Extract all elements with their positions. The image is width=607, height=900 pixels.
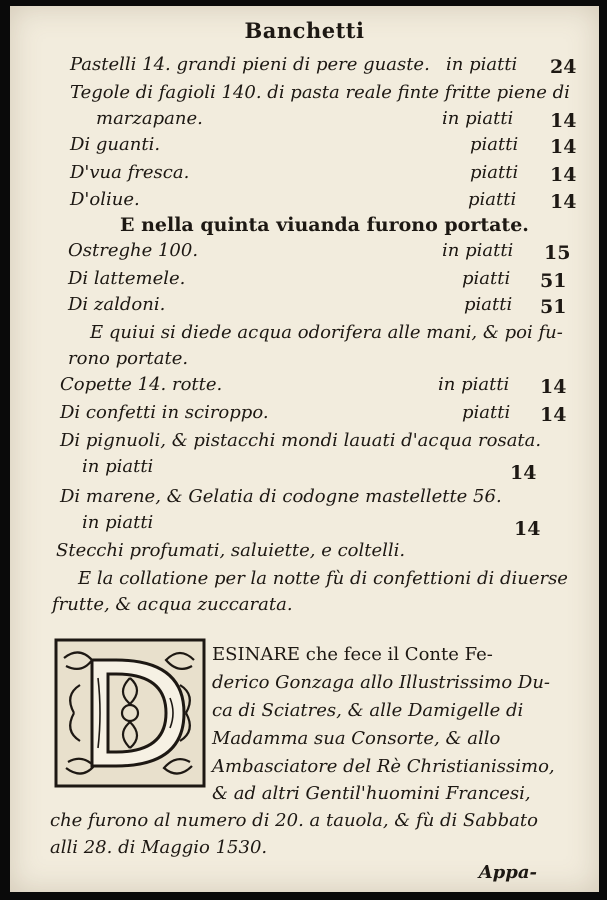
menu-entry: D'vua fresca. xyxy=(70,162,190,183)
text-line: ca di Sciatres, & alle Damigelle di xyxy=(212,700,524,721)
svg-text:D: D xyxy=(130,713,131,714)
entry-label: piatti xyxy=(470,162,519,183)
entry-label: piatti xyxy=(462,268,511,289)
entry-label: piatti xyxy=(464,294,513,315)
menu-entry: D'oliue. xyxy=(70,189,140,210)
entry-label: in piatti xyxy=(446,54,518,75)
book-page xyxy=(10,6,599,892)
entry-label: in piatti xyxy=(438,374,510,395)
entry-count: 14 xyxy=(550,164,577,186)
entry-count: 51 xyxy=(540,270,567,292)
menu-entry: Copette 14. rotte. xyxy=(60,374,223,395)
entry-count: 14 xyxy=(550,136,577,158)
entry-label: in piatti xyxy=(82,456,154,477)
entry-count: 51 xyxy=(540,296,567,318)
menu-entry: Di guanti. xyxy=(70,134,161,155)
text-line: E quiui si diede acqua odorifera alle mani, & poi fu- xyxy=(90,322,563,343)
entry-count: 15 xyxy=(544,242,571,264)
entry-label: piatti xyxy=(462,402,511,423)
decorated-initial-d-icon xyxy=(54,638,206,788)
entry-count: 14 xyxy=(550,110,577,132)
text-line: derico Gonzaga allo Illustrissimo Du- xyxy=(212,672,550,693)
entry-label: in piatti xyxy=(442,240,514,261)
entry-count: 14 xyxy=(550,191,577,213)
text-line: frutte, & acqua zuccarata. xyxy=(52,594,293,615)
entry-label: piatti xyxy=(470,134,519,155)
menu-entry: Di zaldoni. xyxy=(68,294,166,315)
menu-entry: Ostreghe 100. xyxy=(68,240,199,261)
text-line: Madamma sua Consorte, & allo xyxy=(212,728,501,749)
text-line: Ambasciatore del Rè Christianissimo, xyxy=(212,756,555,777)
entry-label: in piatti xyxy=(442,108,514,129)
menu-entry: Pastelli 14. grandi pieni di pere guaste. xyxy=(70,54,430,75)
entry-label: piatti xyxy=(468,189,517,210)
menu-entry: Di pignuoli, & pistacchi mondi lauati d'acqua rosata. xyxy=(60,430,542,451)
menu-entry: Di marene, & Gelatia di codogne mastellette 56. xyxy=(60,486,502,507)
text-line: ESINARE che fece il Conte Fe- xyxy=(212,644,493,665)
section-title: E nella quinta viuanda furono portate. xyxy=(120,214,529,236)
entry-label: in piatti xyxy=(82,512,154,533)
text-line: E la collatione per la notte fù di confettioni di diuerse xyxy=(78,568,568,589)
menu-entry: Di confetti in sciroppo. xyxy=(60,402,269,423)
entry-count: 14 xyxy=(514,518,541,540)
entry-count: 14 xyxy=(540,404,567,426)
text-line: che furono al numero di 20. a tauola, & fù di Sabbato xyxy=(50,810,538,831)
entry-count: 14 xyxy=(510,462,537,484)
menu-entry: marzapane. xyxy=(96,108,203,129)
text-line: alli 28. di Maggio 1530. xyxy=(50,837,268,858)
menu-entry: Tegole di fagioli 140. di pasta reale finte fritte piene di xyxy=(70,82,570,103)
text-line: rono portate. xyxy=(68,348,189,369)
running-header: Banchetti xyxy=(244,18,365,43)
entry-count: 24 xyxy=(550,56,577,78)
menu-entry: Stecchi profumati, saluiette, e coltelli. xyxy=(56,540,406,561)
catchword: Appa- xyxy=(478,862,537,883)
entry-count: 14 xyxy=(540,376,567,398)
menu-entry: Di lattemele. xyxy=(68,268,186,289)
text-line: & ad altri Gentil'huomini Francesi, xyxy=(212,783,531,804)
